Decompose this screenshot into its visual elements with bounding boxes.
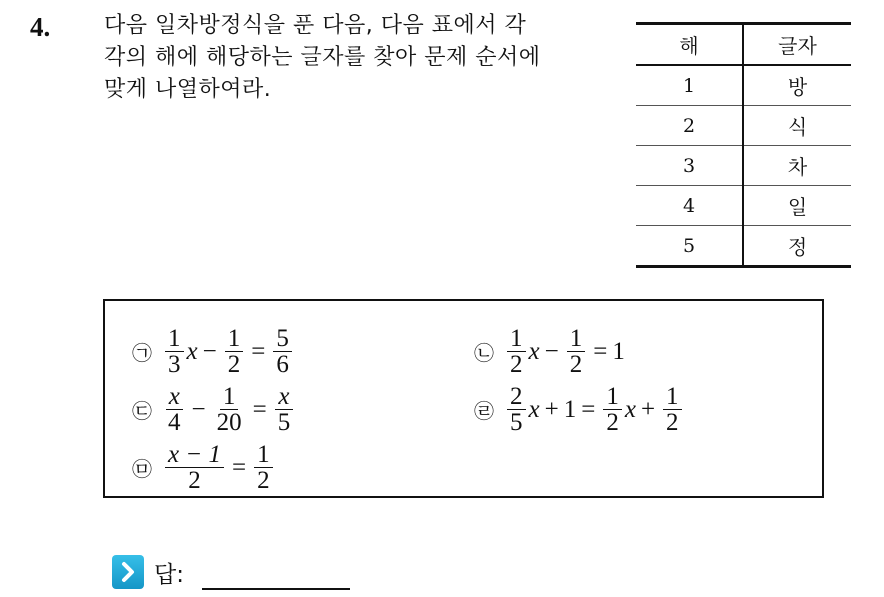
numerator: 1 xyxy=(165,326,184,352)
fraction xyxy=(603,384,622,435)
equation-marker: ㉤ xyxy=(132,457,152,481)
denominator: 20 xyxy=(216,409,242,436)
fraction xyxy=(254,442,273,493)
variable: x xyxy=(186,337,198,365)
cell-character: 방 xyxy=(743,65,851,106)
equation-marker: ㉣ xyxy=(474,399,494,423)
table-row xyxy=(636,226,851,267)
denominator: 2 xyxy=(569,351,583,378)
numerator: x − 1 xyxy=(165,442,224,468)
numerator: 1 xyxy=(603,384,622,410)
fraction xyxy=(225,326,244,377)
numerator: x xyxy=(275,384,292,410)
question-line: 맞게 나열하여라. xyxy=(104,77,272,102)
equation-marker: ㉢ xyxy=(132,399,152,423)
variable: x xyxy=(528,395,540,423)
question-line: 다음 일차방정식을 푼 다음, 다음 표에서 각 xyxy=(104,13,527,38)
fraction xyxy=(507,326,526,377)
denominator: 4 xyxy=(168,409,181,436)
equation-e xyxy=(132,442,276,493)
equation-c xyxy=(132,384,296,435)
cell-character: 차 xyxy=(743,146,851,186)
question-line: 각의 해에 해당하는 글자를 찾아 문제 순서에 xyxy=(104,45,541,70)
equation-d xyxy=(474,384,685,435)
numerator: 1 xyxy=(225,326,244,352)
operator: = xyxy=(231,453,247,481)
denominator: 5 xyxy=(277,409,291,436)
cell-solution: 3 xyxy=(636,146,743,186)
numerator: 2 xyxy=(507,384,526,410)
operator: = xyxy=(581,395,596,423)
denominator: 2 xyxy=(666,409,679,436)
denominator: 6 xyxy=(276,351,289,378)
equation-marker: ㉡ xyxy=(474,341,494,365)
constant: 1 xyxy=(563,395,577,423)
fraction xyxy=(165,442,224,493)
cell-solution: 2 xyxy=(636,106,743,146)
fraction xyxy=(165,384,184,435)
cell-solution: 5 xyxy=(636,226,743,267)
cell-character: 식 xyxy=(743,106,851,146)
constant: 1 xyxy=(612,337,625,365)
question-text xyxy=(104,10,614,106)
answer-area xyxy=(112,554,350,590)
answer-blank[interactable] xyxy=(202,554,350,590)
fraction xyxy=(567,326,586,377)
equation-b xyxy=(474,326,625,377)
header-solution: 해 xyxy=(636,24,743,66)
operator: − xyxy=(544,337,559,365)
denominator: 5 xyxy=(510,409,523,436)
cell-solution: 1 xyxy=(636,65,743,106)
table-row xyxy=(636,65,851,106)
question-number: 4. xyxy=(30,12,51,42)
equation-marker: ㉠ xyxy=(132,341,152,365)
numerator: 5 xyxy=(273,326,292,352)
denominator: 3 xyxy=(168,351,181,378)
denominator: 2 xyxy=(257,467,270,494)
fraction xyxy=(165,326,184,377)
fraction xyxy=(275,384,294,435)
denominator: 2 xyxy=(227,351,241,378)
answer-label: 답: xyxy=(154,561,184,588)
numerator: 1 xyxy=(220,384,239,410)
fraction xyxy=(507,384,526,435)
header-character: 글자 xyxy=(743,24,851,66)
cell-solution: 4 xyxy=(636,186,743,226)
numerator: 1 xyxy=(254,442,273,468)
table-row xyxy=(636,106,851,146)
denominator: 2 xyxy=(510,351,523,378)
operator: − xyxy=(202,337,217,365)
table-row xyxy=(636,186,851,226)
variable: x xyxy=(624,395,636,423)
operator: = xyxy=(593,337,608,365)
cell-character: 정 xyxy=(743,226,851,267)
operator: = xyxy=(251,337,266,365)
denominator: 2 xyxy=(606,409,619,436)
fraction xyxy=(663,384,682,435)
table-header-row xyxy=(636,24,851,66)
operator: + xyxy=(640,395,656,423)
variable: x xyxy=(528,337,540,365)
numerator: x xyxy=(166,384,183,410)
table-row xyxy=(636,146,851,186)
operator: = xyxy=(252,395,267,423)
solution-table xyxy=(636,22,851,268)
chevron-right-icon xyxy=(112,555,144,589)
denominator: 2 xyxy=(188,467,201,494)
equation-a xyxy=(132,326,295,377)
cell-character: 일 xyxy=(743,186,851,226)
fraction xyxy=(273,326,292,377)
numerator: 1 xyxy=(507,326,526,352)
numerator: 1 xyxy=(663,384,682,410)
operator: + xyxy=(544,395,559,423)
operator: − xyxy=(191,395,206,423)
fraction xyxy=(214,384,245,435)
numerator: 1 xyxy=(567,326,586,352)
